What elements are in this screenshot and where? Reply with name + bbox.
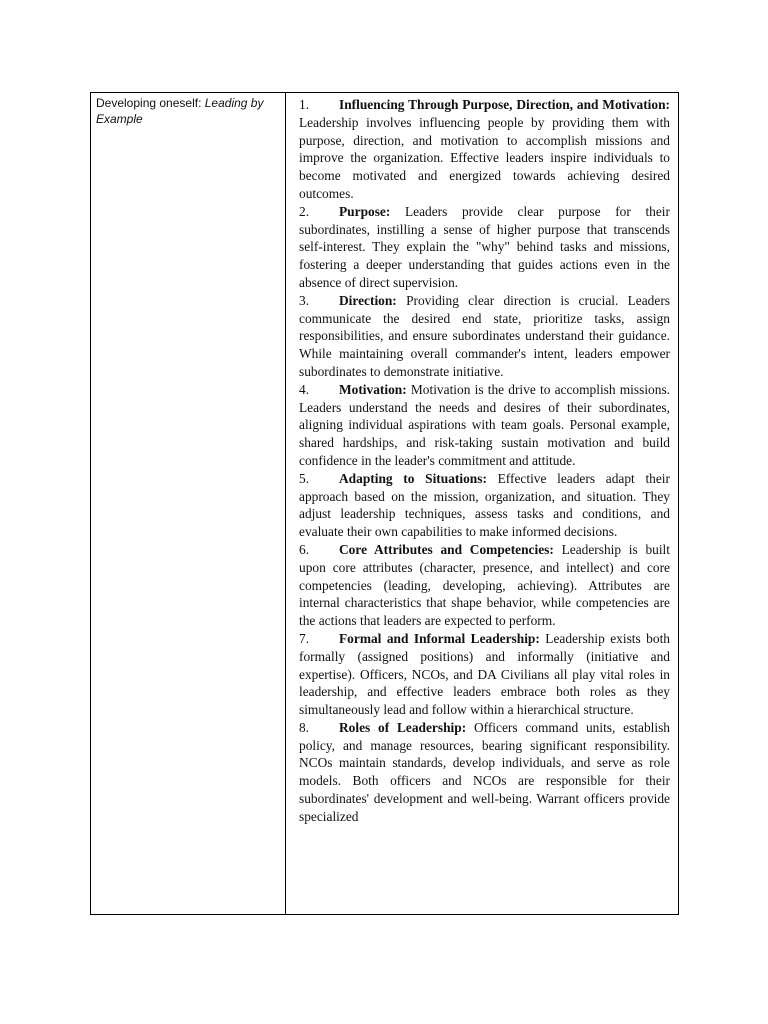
content-table bbox=[90, 92, 679, 915]
item-text: Motivation is the drive to accomplish missions. Leaders understand the needs and desires of their subordinates, aligning individual aspirations with team goals. Personal example, shared hardships, and risk-taking sustain motivation and build confidence in the leader's commitment and attitude. bbox=[299, 381, 670, 468]
item-number: 5. bbox=[299, 470, 310, 486]
item-heading: Formal and Informal Leadership: bbox=[339, 630, 540, 646]
item-text: Leadership involves influencing people by providing them with purpose, direction, and motivation to accomplish missions and improve the organization. Effective leaders inspire individuals to become motivated and energized towards achieving desired outcomes. bbox=[299, 114, 670, 201]
item-heading: Purpose: bbox=[339, 203, 391, 219]
item-number: 4. bbox=[299, 381, 310, 397]
right-cell bbox=[286, 93, 678, 914]
item-heading: Influencing Through Purpose, Direction, and Motivation: bbox=[339, 97, 670, 112]
item-number: 6. bbox=[299, 541, 310, 557]
item-text: Leadership exists both formally (assigned positions) and informally (initiative and expertise). Officers, NCOs, and DA Civilians all play vital roles in leadership, and effective leaders embrace both roles as they simultaneously lead and follow within a hierarchical structure. bbox=[299, 630, 670, 718]
item-text: Providing clear direction is crucial. Leaders communicate the desired end state, prioritize tasks, assign responsibilities, and ensure subordinates understand their guidance. While maintaining overall commander's intent, leaders empower subordinates to demonstrate initiative. bbox=[299, 292, 670, 379]
item-heading: Roles of Leadership: bbox=[339, 719, 467, 735]
list-item bbox=[299, 541, 670, 630]
list-item bbox=[299, 96, 670, 203]
list-item bbox=[299, 203, 670, 292]
item-heading: Core Attributes and Competencies: bbox=[339, 541, 554, 557]
item-number: 8. bbox=[299, 719, 310, 735]
left-cell-label: Developing oneself: bbox=[96, 96, 202, 110]
item-number: 1. bbox=[299, 97, 310, 112]
list-item bbox=[299, 292, 670, 381]
left-cell-italic-label: Leading by Example bbox=[96, 96, 264, 126]
list-item bbox=[299, 630, 670, 719]
item-number: 2. bbox=[299, 203, 310, 219]
left-cell bbox=[91, 93, 286, 914]
item-text: Effective leaders adapt their approach based on the mission, organization, and situation. They adjust leadership techniques, assess tasks and conditions, and evaluate their own capabilities to make informed decisions. bbox=[299, 470, 670, 540]
item-text: Leaders provide clear purpose for their subordinates, instilling a sense of higher purpose that transcends self-interest. They explain the "why" behind tasks and missions, fostering a deeper understanding that guides actions even in the absence of direct supervision. bbox=[299, 203, 670, 290]
item-number: 7. bbox=[299, 630, 310, 646]
item-text: Officers command units, establish policy, and manage resources, bearing significant responsibility. NCOs maintain standards, develop individuals, and serve as role models. Both officers and NCOs are responsible for their subordinates' development and well-being. Warrant officers provide specialized bbox=[299, 719, 670, 824]
item-number: 3. bbox=[299, 292, 310, 308]
list-item bbox=[299, 719, 670, 826]
item-text: Leadership is built upon core attributes (character, presence, and intellect) and core competencies (leading, developing, achieving). Attributes are internal characteristics that shape behavior, while competencies are the actions that leaders are expected to perform. bbox=[299, 541, 670, 629]
list-item bbox=[299, 470, 670, 541]
list-item bbox=[299, 381, 670, 470]
item-heading: Adapting to Situations: bbox=[339, 470, 487, 486]
item-heading: Direction: bbox=[339, 292, 397, 308]
item-heading: Motivation: bbox=[339, 381, 407, 397]
